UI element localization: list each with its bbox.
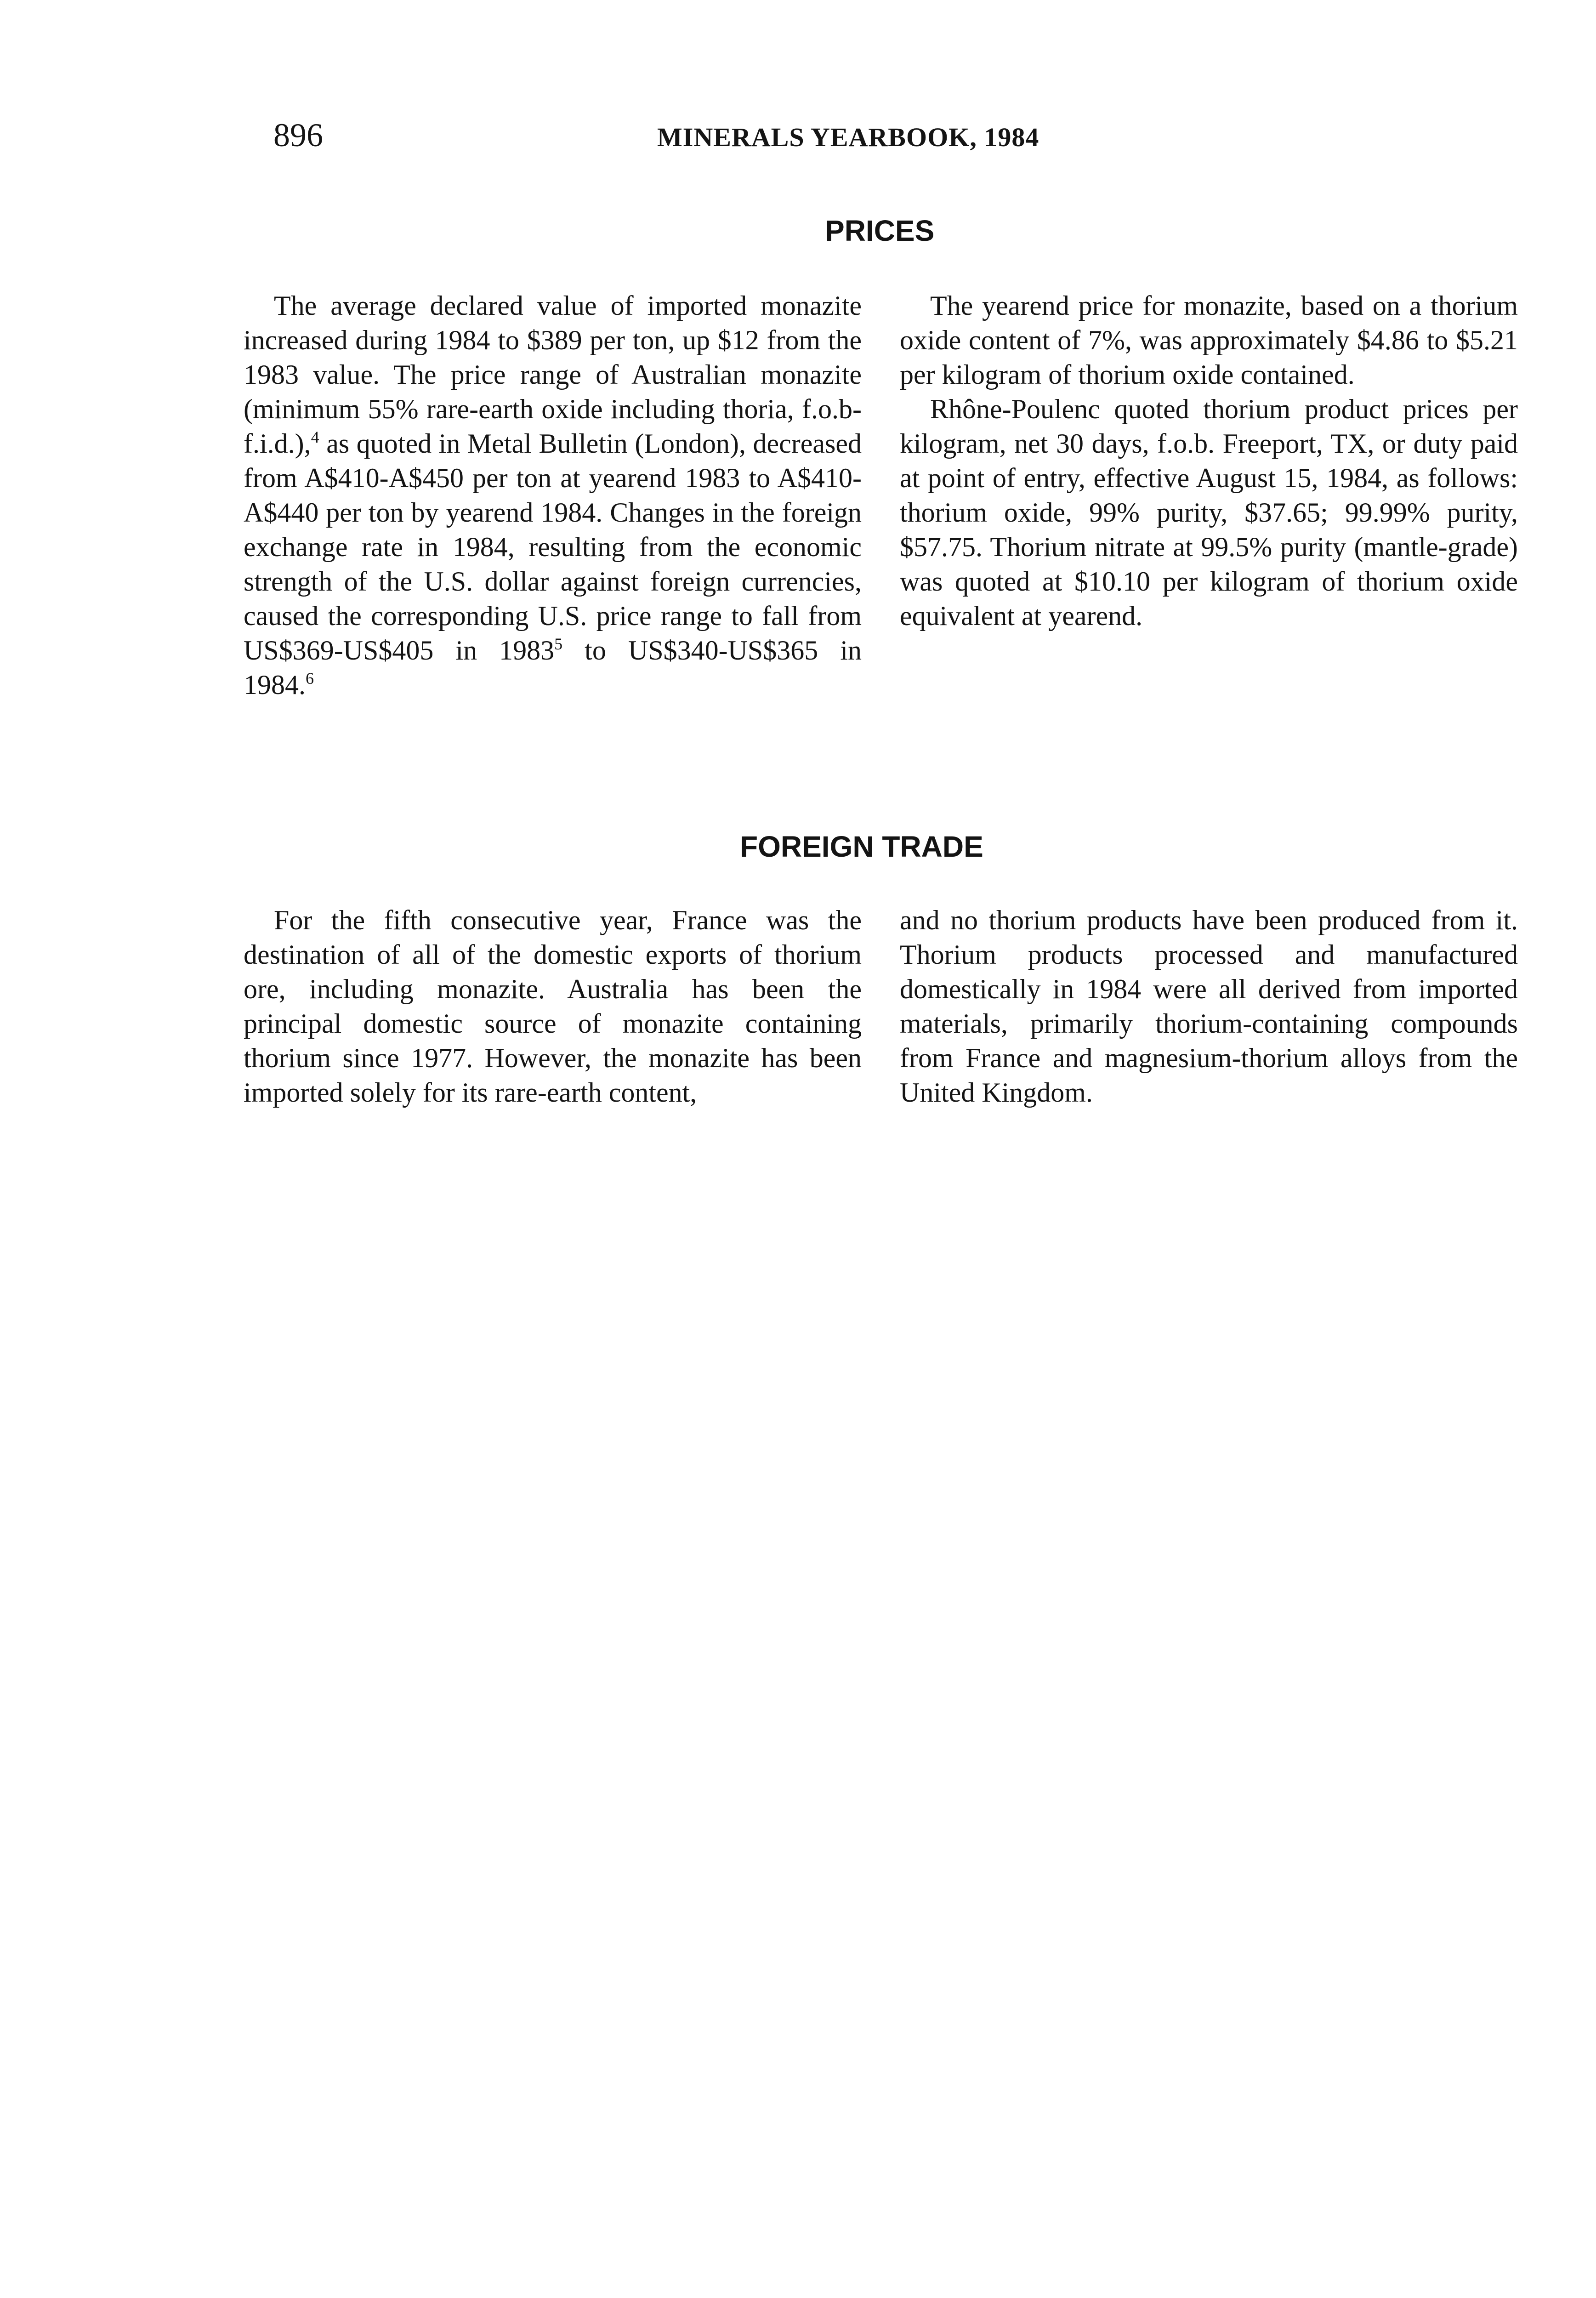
section-heading-prices: PRICES [825,214,935,247]
text-segment: The average declared value of imported monazite increased during 1984 to $389 per ton, up $12 from the 1983 value. The price range of Australian monazite (minimum 55% rare-earth oxide including thoria, f.o.b-f.i.d.), [244,290,862,459]
prices-right-column [900,289,1518,633]
foreign-trade-right-column [900,903,1518,1110]
foreign-trade-left-column [244,903,862,1110]
text-segment: as quoted in Metal Bulletin (London), decreased from A$410-A$450 per ton at yearend 1983 to A$410-A$440 per ton by yearend 1984. Changes in the foreign exchange rate in 1984, resulting from the economic strength of the U.S. dollar against foreign currencies, caused the corresponding U.S. price range to fall from US$369-US$405 in 1983 [244,428,862,666]
running-title: MINERALS YEARBOOK, 1984 [657,122,1039,152]
prices-left-column [244,289,862,702]
prices-paragraph-2: The yearend price for monazite, based on a thorium oxide content of 7%, was approximately $4.86 to $5.21 per kilogram of thorium oxide contained. [900,290,1518,390]
prices-paragraph-1 [244,289,862,702]
prices-paragraph-3: Rhône-Poulenc quoted thorium product prices per kilogram, net 30 days, f.o.b. Freeport, TX, or duty paid at point of entry, effective August 15, 1984, as follows: thorium oxide, 99% purity, $37.65; 99.99% purity, $57.75. Thorium nitrate at 99.5% purity (mantle-grade) was quoted at $10.10 per kilogram of thorium oxide equivalent at yearend. [900,394,1518,631]
footnote-ref-5: 5 [554,635,563,653]
text-segment: to US$340-US$365 in 1984. [244,635,862,700]
section-heading-foreign-trade: FOREIGN TRADE [740,830,983,863]
footnote-ref-4: 4 [311,428,319,446]
foreign-trade-paragraph-1-continued: and no thorium products have been produced from it. Thorium products processed and manufactured domestically in 1984 were all derived from imported materials, primarily thorium-containing compounds from France and magnesium-thorium alloys from the United Kingdom. [900,905,1518,1108]
foreign-trade-paragraph-1: For the fifth consecutive year, France was the destination of all of the domestic exports of thorium ore, including monazite. Australia has been the principal domestic source of monazite containing thorium since 1977. However, the monazite has been imported solely for its rare-earth content, [244,905,862,1108]
page-number: 896 [273,117,323,154]
footnote-ref-6: 6 [306,669,314,688]
